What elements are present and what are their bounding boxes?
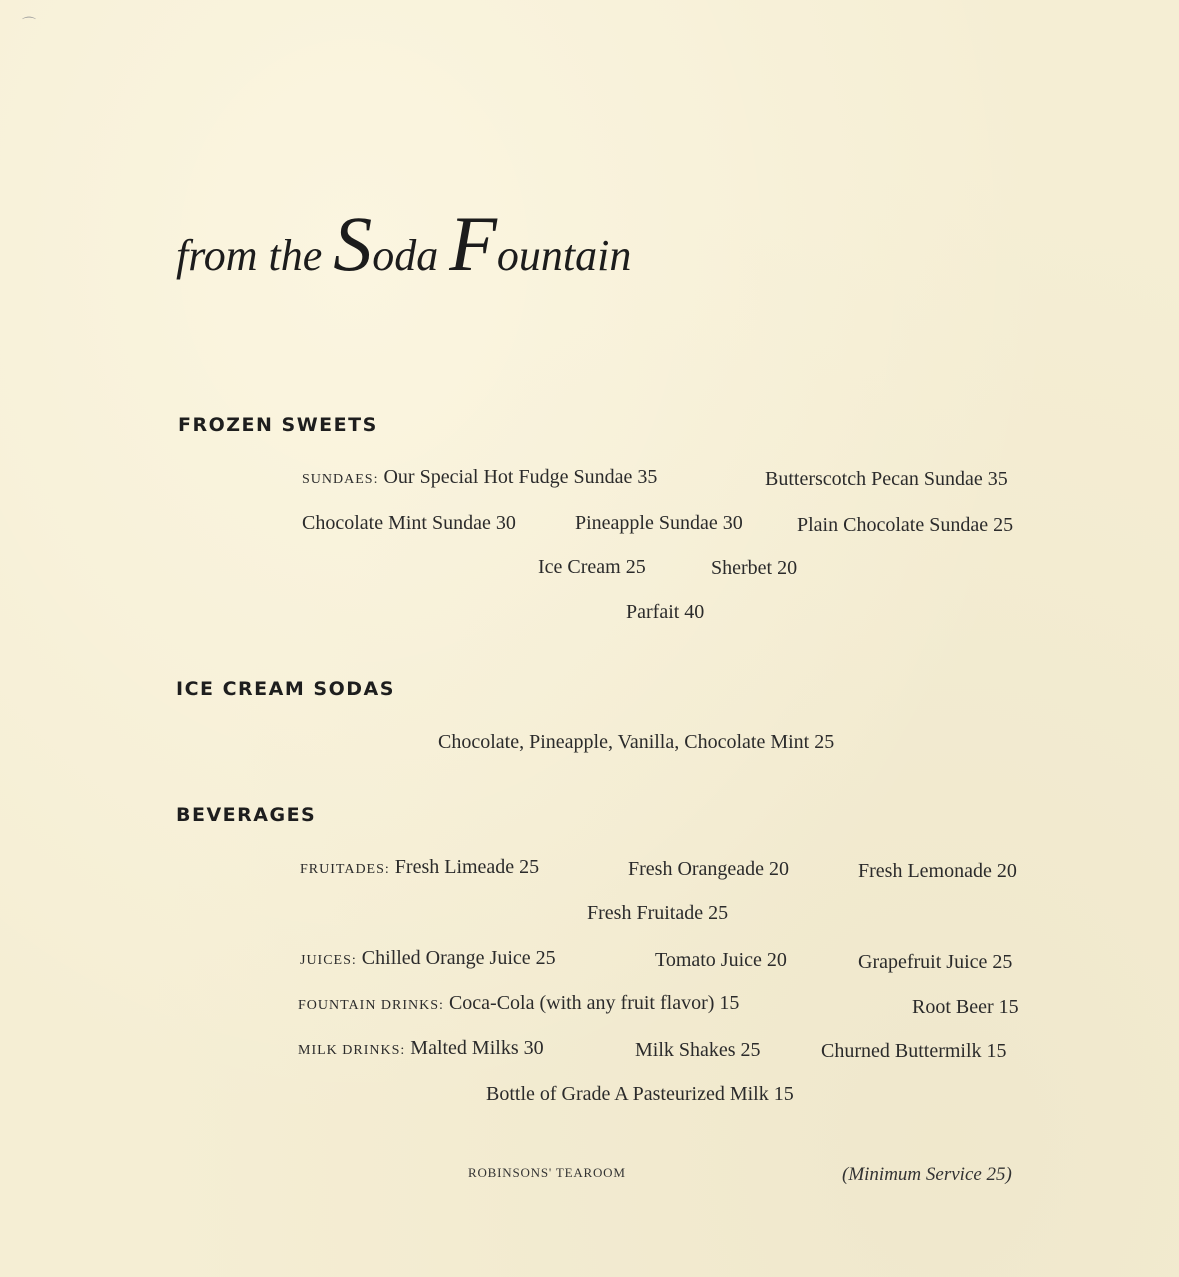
menu-item: Fresh Limeade 25 [394, 856, 540, 878]
section-heading-beverages: BEVERAGES [176, 804, 317, 826]
menu-item: Fresh Lemonade 20 [858, 860, 1017, 882]
menu-item: Fresh Fruitade 25 [587, 902, 729, 924]
page-title [176, 200, 632, 287]
menu-item: Ice Cream 25 [538, 556, 646, 578]
menu-item: Butterscotch Pecan Sundae 35 [765, 468, 1008, 490]
title-cap-s: S [333, 200, 373, 287]
menu-item: Pineapple Sundae 30 [575, 512, 743, 534]
menu-item: Milk Shakes 25 [635, 1039, 761, 1061]
title-part: oda [372, 231, 450, 280]
menu-item: Sherbet 20 [711, 557, 798, 579]
section-heading-frozen-sweets: FROZEN SWEETS [178, 414, 378, 436]
menu-item: Our Special Hot Fudge Sundae 35 [383, 466, 658, 488]
paper-mark: ⌒ [22, 17, 36, 33]
menu-item: Malted Milks 30 [410, 1037, 544, 1059]
menu-item: Grapefruit Juice 25 [858, 951, 1013, 973]
menu-line [300, 947, 556, 970]
menu-item: Tomato Juice 20 [655, 949, 787, 971]
menu-item: Chocolate Mint Sundae 30 [302, 512, 516, 534]
menu-line [300, 856, 539, 879]
menu-line [298, 992, 739, 1015]
category-label: FOUNTAIN DRINKS: [298, 998, 444, 1013]
footer-minimum-service: (Minimum Service 25) [842, 1164, 1012, 1185]
category-label: FRUITADES: [300, 862, 390, 877]
title-part: ountain [496, 231, 632, 280]
category-label: JUICES: [300, 953, 357, 968]
menu-item: Coca-Cola (with any fruit flavor) 15 [448, 992, 740, 1014]
menu-item: Chocolate, Pineapple, Vanilla, Chocolate Mint 25 [438, 731, 835, 753]
section-heading-ice-cream-sodas: ICE CREAM SODAS [176, 678, 395, 700]
menu-item: Chilled Orange Juice 25 [361, 947, 556, 969]
menu-item: Root Beer 15 [912, 996, 1019, 1018]
title-cap-f: F [449, 200, 497, 287]
title-part: from the [176, 231, 334, 280]
menu-line [302, 466, 657, 489]
menu-item: Churned Buttermilk 15 [821, 1040, 1007, 1062]
menu-line [298, 1037, 544, 1060]
menu-item: Parfait 40 [626, 601, 705, 623]
footer-restaurant-name: ROBINSONS' TEAROOM [468, 1165, 626, 1180]
category-label: SUNDAES: [302, 472, 379, 487]
category-label: MILK DRINKS: [298, 1043, 406, 1058]
menu-item: Bottle of Grade A Pasteurized Milk 15 [486, 1083, 794, 1105]
menu-item: Fresh Orangeade 20 [628, 858, 790, 880]
menu-item: Plain Chocolate Sundae 25 [797, 514, 1014, 536]
